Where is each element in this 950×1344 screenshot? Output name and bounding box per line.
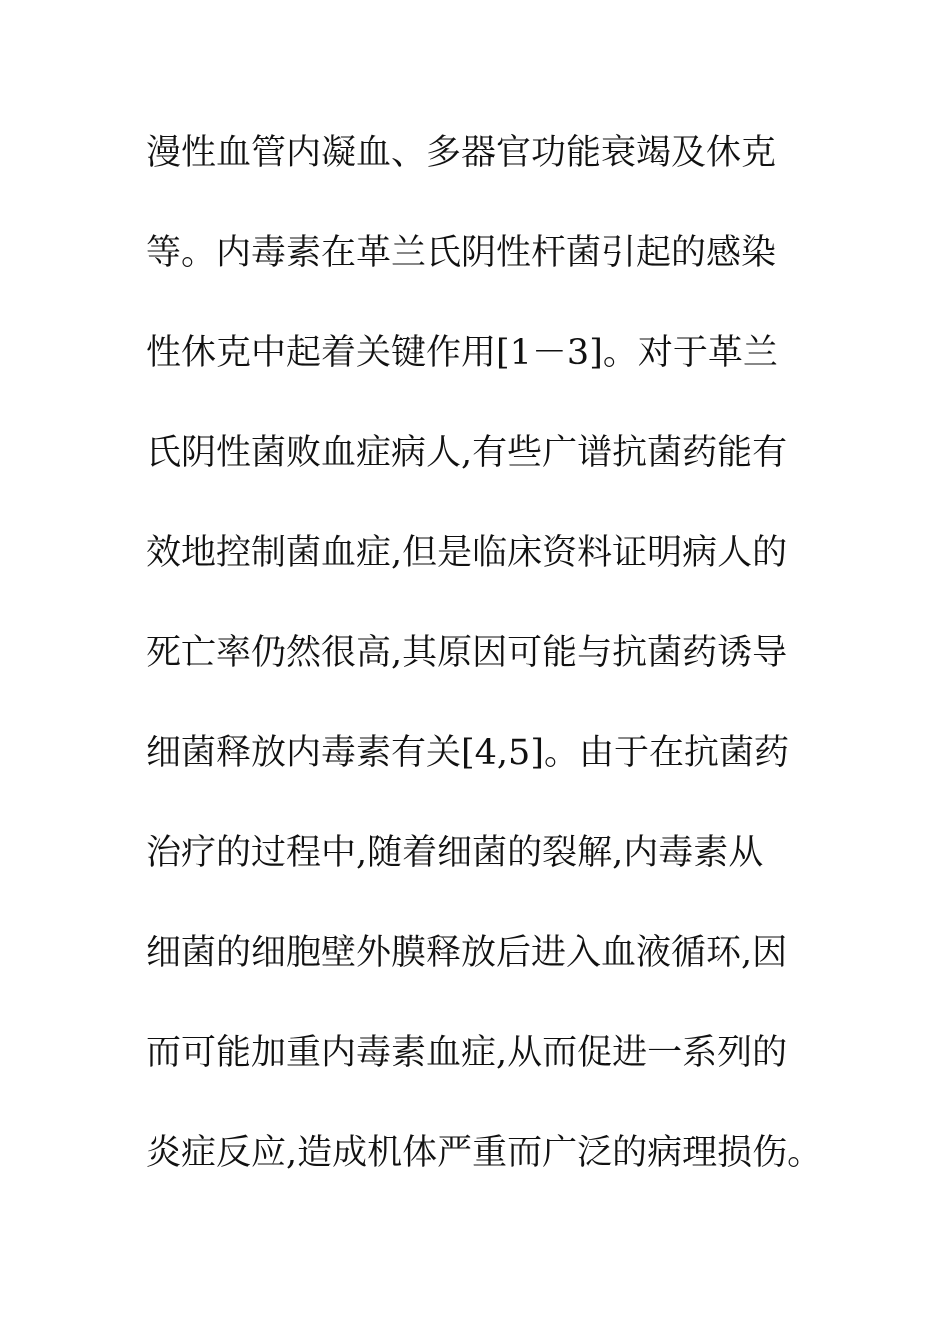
- text-line: 效地控制菌血症,但是临床资料证明病人的: [146, 533, 788, 573]
- text-line: 细菌释放内毒素有关[4,5]。由于在抗菌药: [146, 733, 789, 773]
- text-line: 性休克中起着关键作用[1－3]。对于革兰: [146, 333, 778, 373]
- text-line: 死亡率仍然很高,其原因可能与抗菌药诱导: [146, 633, 788, 673]
- text-line: 漫性血管内凝血、多器官功能衰竭及休克: [146, 133, 777, 173]
- body-paragraph: [146, 128, 866, 1228]
- text-line: 细菌的细胞壁外膜释放后进入血液循环,因: [146, 933, 788, 973]
- text-line: 治疗的过程中,随着细菌的裂解,内毒素从: [146, 833, 764, 873]
- text-line: 炎症反应,造成机体严重而广泛的病理损伤。: [146, 1133, 823, 1173]
- text-line: 而可能加重内毒素血症,从而促进一系列的: [146, 1033, 788, 1073]
- text-line: 等。内毒素在革兰氏阴性杆菌引起的感染: [146, 233, 777, 273]
- text-line: 氏阴性菌败血症病人,有些广谱抗菌药能有: [146, 433, 788, 473]
